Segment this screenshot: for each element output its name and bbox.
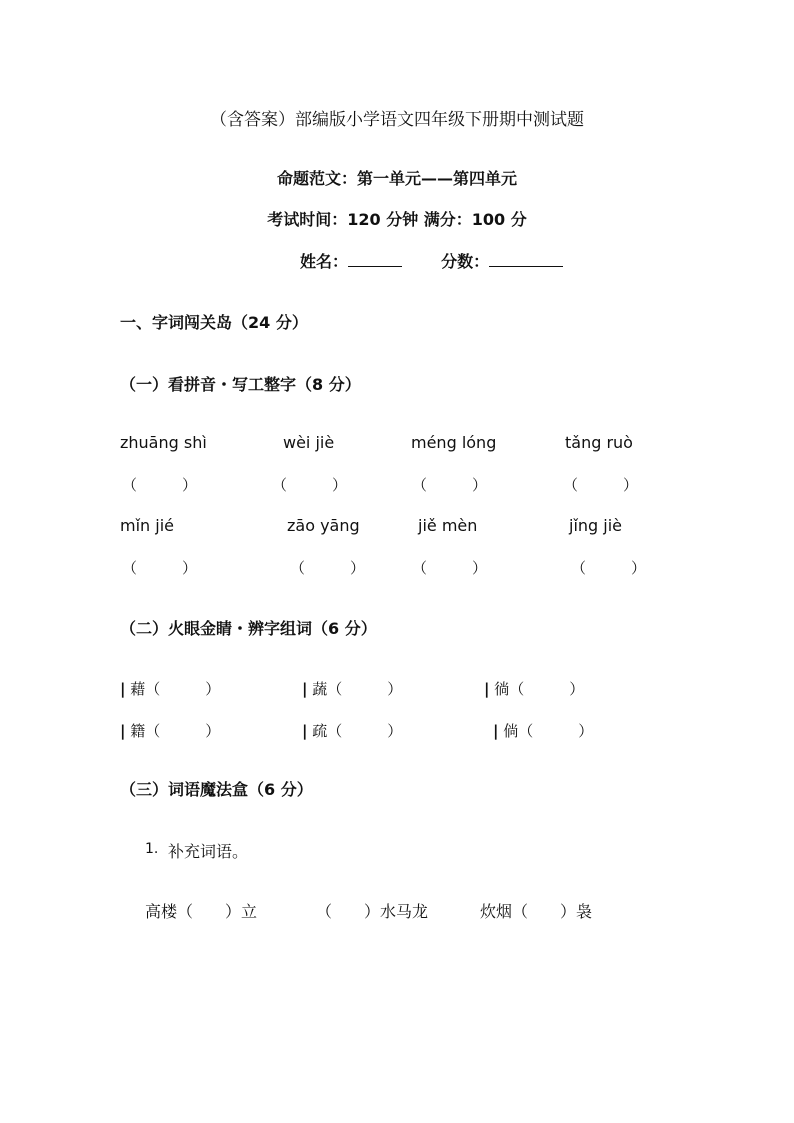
- fill-in-word[interactable]: （ ）水马龙: [316, 902, 429, 921]
- pinyin-item: jiě mèn: [418, 516, 478, 535]
- char-item: | 藉（ ）: [120, 680, 221, 698]
- char-item: | 疏（ ）: [302, 722, 403, 740]
- score-blank[interactable]: [489, 252, 563, 267]
- pinyin-item: wèi jiè: [283, 433, 335, 452]
- pinyin-item: mǐn jié: [120, 516, 174, 535]
- answer-blank[interactable]: （ ）: [272, 476, 348, 494]
- name-label: 姓名：: [300, 252, 349, 271]
- char-item: | 倘（ ）: [493, 722, 594, 740]
- student-info-line: [300, 249, 563, 272]
- scope-subtitle: 命题范文：第一单元——第四单元: [276, 169, 517, 188]
- page-title: （含答案）部编版小学语文四年级下册期中测试题: [210, 110, 584, 130]
- part-1-heading: （一）看拼音・写工整字（8 分）: [120, 375, 361, 394]
- pinyin-item: jǐng jiè: [569, 516, 623, 535]
- section-1-heading: 一、字词闯关岛（24 分）: [120, 313, 308, 332]
- name-blank[interactable]: [348, 252, 402, 267]
- score-label: 分数：: [441, 252, 490, 271]
- pinyin-item: tǎng ruò: [565, 433, 633, 452]
- part-2-heading: （二）火眼金睛・辨字组词（6 分）: [120, 619, 377, 638]
- answer-blank[interactable]: （ ）: [122, 559, 198, 577]
- pinyin-item: zāo yāng: [287, 516, 360, 535]
- answer-blank[interactable]: （ ）: [412, 559, 488, 577]
- pinyin-item: zhuāng shì: [120, 433, 207, 452]
- answer-blank[interactable]: （ ）: [412, 476, 488, 494]
- char-item: | 蔬（ ）: [302, 680, 403, 698]
- char-item: | 籍（ ）: [120, 722, 221, 740]
- answer-blank[interactable]: （ ）: [571, 559, 647, 577]
- item-1-text: 补充词语。: [168, 842, 249, 861]
- char-item: | 徜（ ）: [484, 680, 585, 698]
- part-3-heading: （三）词语魔法盒（6 分）: [120, 780, 313, 799]
- pinyin-item: méng lóng: [411, 433, 497, 452]
- answer-blank[interactable]: （ ）: [290, 559, 366, 577]
- exam-info: 考试时间：120 分钟 满分：100 分: [267, 210, 527, 229]
- answer-blank[interactable]: （ ）: [122, 476, 198, 494]
- fill-in-word[interactable]: 炊烟（ ）袅: [480, 902, 593, 921]
- fill-in-word[interactable]: 高楼（ ）立: [145, 902, 258, 921]
- item-1-number: 1.: [145, 841, 159, 857]
- answer-blank[interactable]: （ ）: [563, 476, 639, 494]
